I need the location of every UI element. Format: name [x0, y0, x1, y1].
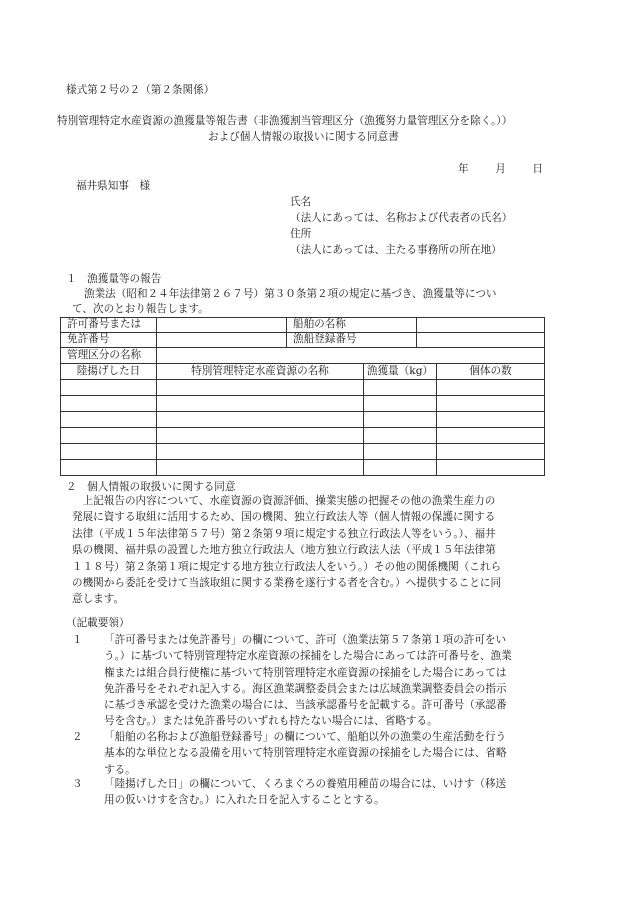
form-number: 様式第２号の２（第２条関係） [66, 84, 215, 96]
note-number: ３ [72, 778, 83, 790]
note-line: 用の仮いけすを含む。）に入れた日を記入することとする。 [104, 794, 385, 807]
note-line: 「許可番号または免許番号」の欄について、許可（漁業法第５７条第１項の許可をい [104, 634, 507, 646]
table-row [61, 428, 545, 444]
catch-amount-cell[interactable] [364, 380, 437, 396]
col-header-catch-amount: 漁獲量（kg） [364, 364, 437, 380]
vessel-registration-label: 漁船登録番号 [287, 333, 417, 348]
management-category-field[interactable] [157, 348, 545, 364]
vessel-name-field[interactable] [417, 318, 545, 333]
individual-count-cell[interactable] [437, 444, 545, 460]
note-line: 「船舶の名称および漁船登録番号」の欄について、船舶以外の漁業の生産活動を行う [104, 731, 507, 743]
note-line: 「陸揚げした日」の欄について、くろまぐろの養殖用種苗の場合には、いけす（移送 [104, 778, 507, 790]
addressee: 福井県知事 様 [76, 180, 151, 192]
permit-number-label: 許可番号または [61, 318, 157, 333]
landing-date-cell[interactable] [61, 460, 157, 476]
name-note: （法人にあっては、名称および代表者の氏名） [290, 212, 513, 224]
col-header-individual-count: 個体の数 [437, 364, 545, 380]
individual-count-cell[interactable] [437, 380, 545, 396]
vessel-name-label: 船舶の名称 [287, 318, 417, 333]
col-header-resource-name: 特別管理特定水産資源の名称 [157, 364, 364, 380]
consent-paragraph [72, 495, 546, 610]
section1-body-line1: 漁業法（昭和２４年法律第２６７号）第３０条第２項の規定に基づき、漁獲量等につい [84, 288, 497, 300]
permit-number-label-2: 免許番号 [61, 333, 157, 348]
col-header-landing-date: 陸揚げした日 [61, 364, 157, 380]
table-row [61, 444, 545, 460]
catch-amount-cell[interactable] [364, 444, 437, 460]
notes-title: （記載要領） [66, 617, 130, 629]
note-line: 権または組合員行使権に基づいて特別管理特定水産資源の採捕をした場合にあっては [104, 666, 507, 679]
permit-number-field[interactable] [157, 318, 287, 333]
document-title-line2: および個人情報の取扱いに関する同意書 [208, 131, 399, 143]
consent-line: １１８号）第２条第１項に規定する地方独立行政法人をいう。）その他の関係機関（これら [72, 560, 502, 573]
management-category-label: 管理区分の名称 [61, 348, 157, 364]
resource-name-cell[interactable] [157, 396, 364, 412]
note-line: する。 [104, 763, 136, 776]
landing-date-cell[interactable] [61, 412, 157, 428]
individual-count-cell[interactable] [437, 428, 545, 444]
consent-line: 法律（平成１５年法律第５７号）第２条第９項に規定する独立行政法人等をいう。）、福井 [72, 527, 496, 540]
consent-line: 発展に資する取組に活用するため、国の機関、独立行政法人等（個人情報の保護に関する [72, 511, 496, 524]
catch-amount-cell[interactable] [364, 460, 437, 476]
note-line: 免許番号をそれぞれ記入する。海区漁業調整委員会または広域漁業調整委員会の指示 [104, 682, 507, 695]
address-label: 住所 [290, 228, 312, 240]
table-row [61, 460, 545, 476]
date-fields [458, 163, 543, 176]
resource-name-cell[interactable] [157, 380, 364, 396]
catch-amount-cell[interactable] [364, 396, 437, 412]
permit-number-field-2[interactable] [157, 333, 287, 348]
note-number: １ [72, 634, 83, 646]
note-number: ２ [72, 731, 83, 743]
individual-count-cell[interactable] [437, 412, 545, 428]
consent-line: の機関から委託を受けて当該取組に関する業務を遂行する者を含む。）へ提供することに同 [72, 576, 502, 589]
name-label: 氏名 [290, 196, 312, 208]
landing-date-cell[interactable] [61, 380, 157, 396]
address-note: （法人にあっては、主たる事務所の所在地） [290, 244, 502, 256]
note-line: う。）に基づいて特別管理特定水産資源の採捕をした場合にあっては許可番号を、漁業 [104, 650, 512, 663]
resource-name-cell[interactable] [157, 412, 364, 428]
resource-name-cell[interactable] [157, 460, 364, 476]
vessel-registration-field[interactable] [417, 333, 545, 348]
table-row [61, 412, 545, 428]
date-year-label: 年 [458, 163, 469, 175]
landing-date-cell[interactable] [61, 428, 157, 444]
catch-report-table [60, 317, 545, 476]
landing-date-cell[interactable] [61, 396, 157, 412]
consent-line: 上記報告の内容について、水産資源の資源評価、操業実態の把握その他の漁業生産力の [72, 495, 496, 507]
catch-amount-cell[interactable] [364, 412, 437, 428]
consent-line: 意します。 [72, 593, 125, 606]
individual-count-cell[interactable] [437, 460, 545, 476]
date-day-label: 日 [532, 163, 543, 175]
document-title-line1: 特別管理特定水産資源の漁獲量等報告書（非漁獲割当管理区分（漁獲努力量管理区分を除く。）） [57, 115, 513, 127]
consent-line: 県の機関、福井県の設置した地方独立行政法人（地方独立行政法人法（平成１５年法律第 [72, 544, 496, 557]
table-row [61, 380, 545, 396]
note-line: に基づき承認を受けた漁業の場合には、当該承認番号を記載する。許可番号（承認番 [104, 699, 507, 712]
note-line: 号を含む。）または免許番号のいずれも持たない場合には、省略する。 [104, 715, 438, 728]
table-row [61, 396, 545, 412]
date-month-label: 月 [495, 163, 506, 175]
section2-title: ２ 個人情報の取扱いに関する同意 [66, 481, 236, 493]
resource-name-cell[interactable] [157, 428, 364, 444]
resource-name-cell[interactable] [157, 444, 364, 460]
catch-amount-cell[interactable] [364, 428, 437, 444]
landing-date-cell[interactable] [61, 444, 157, 460]
section1-body-line2: て、次のとおり報告します。 [72, 303, 209, 315]
individual-count-cell[interactable] [437, 396, 545, 412]
note-line: 基本的な単位となる設備を用いて特別管理特定水産資源の採捕をした場合には、省略 [104, 747, 507, 760]
section1-title: １ 漁獲量等の報告 [66, 273, 162, 285]
